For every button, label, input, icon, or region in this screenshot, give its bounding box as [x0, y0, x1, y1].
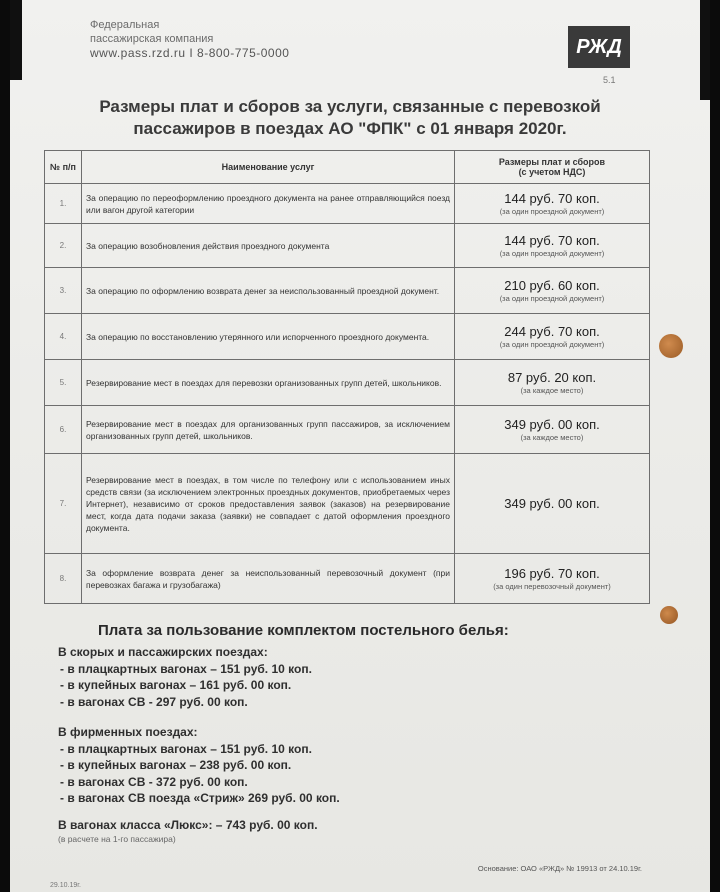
service-description: За операцию возобновления действия проездного документа	[82, 224, 455, 268]
price-amount: 144 руб. 70 коп.	[504, 191, 600, 206]
linen-price-line: - в купейных вагонах – 238 руб. 00 коп.	[60, 758, 292, 772]
row-number: 2.	[45, 224, 82, 268]
price-header-line1: Размеры плат и сборов	[498, 157, 606, 167]
linen-price-line: - в плацкартных вагонах – 151 руб. 10 коп.	[60, 661, 312, 676]
price-amount: 144 руб. 70 коп.	[504, 233, 600, 248]
price-cell	[455, 360, 650, 406]
table-row	[45, 554, 650, 604]
linen-group-heading: В скорых и пассажирских поездах:	[58, 645, 268, 659]
website-phone: www.pass.rzd.ru I 8-800-775-0000	[90, 46, 290, 60]
table-header-row	[45, 151, 650, 184]
price-cell	[455, 224, 650, 268]
fees-table	[44, 150, 650, 604]
service-description: Резервирование мест в поездах для организованных групп пассажиров, за исключением организованных групп детей, школьников.	[82, 406, 455, 454]
page-number: 5.1	[603, 75, 616, 85]
price-amount: 349 руб. 00 коп.	[504, 496, 600, 511]
company-header	[90, 18, 289, 60]
price-header-line2: (с учетом НДС)	[518, 167, 586, 177]
price-cell	[455, 268, 650, 314]
table-row	[45, 268, 650, 314]
pushpin-hole	[659, 334, 683, 358]
price-note: (за один проездной документ)	[499, 249, 605, 258]
linen-price-line: - в плацкартных вагонах – 151 руб. 10 коп.	[60, 741, 312, 756]
company-name-line1: Федеральная	[90, 19, 160, 31]
price-cell	[455, 184, 650, 224]
row-number: 3.	[45, 268, 82, 314]
table-row	[45, 314, 650, 360]
price-note: (за один проездной документ)	[499, 207, 605, 216]
column-header-price	[455, 151, 650, 184]
row-number: 8.	[45, 554, 82, 604]
price-note: (за каждое место)	[520, 386, 584, 395]
service-description: За операцию по восстановлению утерянного или испорченного проездного документа.	[82, 314, 455, 360]
column-header-num: № п/п	[45, 151, 82, 184]
table-row	[45, 184, 650, 224]
row-number: 1.	[45, 184, 82, 224]
photo-edge-right	[700, 0, 710, 100]
service-description: Резервирование мест в поездах для перевозки организованных групп детей, школьников.	[82, 360, 455, 406]
price-amount: 244 руб. 70 коп.	[504, 324, 600, 339]
linen-section-title: Плата за пользование комплектом постельного белья:	[98, 622, 509, 639]
linen-lux-note: (в расчете на 1-го пассажира)	[58, 834, 176, 844]
column-header-service: Наименование услуг	[82, 151, 455, 184]
table-row	[45, 360, 650, 406]
price-note: (за каждое место)	[520, 433, 584, 442]
company-name-line2: пассажирская компания	[90, 33, 214, 45]
document-page	[10, 0, 710, 892]
price-cell	[455, 554, 650, 604]
price-amount: 87 руб. 20 коп.	[507, 370, 597, 385]
linen-lux-line: В вагонах класса «Люкс»: – 743 руб. 00 коп.	[58, 817, 318, 832]
service-description: За операцию по оформлению возврата денег за неиспользованный проездной документ.	[82, 268, 455, 314]
basis-note: Основание: ОАО «РЖД» № 19913 от 24.10.19г.	[477, 864, 642, 873]
row-number: 5.	[45, 360, 82, 406]
footer-date: 29.10.19г.	[50, 882, 81, 889]
price-cell	[455, 454, 650, 554]
price-amount: 196 руб. 70 коп.	[504, 566, 600, 581]
row-number: 7.	[45, 454, 82, 554]
row-number: 6.	[45, 406, 82, 454]
price-amount: 349 руб. 00 коп.	[504, 417, 600, 432]
linen-price-line: - в купейных вагонах – 161 руб. 00 коп.	[60, 678, 292, 692]
price-note: (за один проездной документ)	[499, 340, 605, 349]
rzd-logo: РЖД	[568, 26, 630, 68]
service-description: Резервирование мест в поездах, в том числе по телефону или с использованием иных средств связи (за исключением электронных проездных документов, приобретаемых через Интернет), независимо от сроков предоставления заявок (заказов) на резервирование мест, когда дата подачи заказа (заявки) не совпадает с датой оформления проездного документа.	[82, 454, 455, 554]
table-row	[45, 406, 650, 454]
linen-price-line: - в вагонах СВ - 372 руб. 00 коп.	[60, 774, 248, 789]
linen-price-line: - в вагонах СВ поезда «Стриж» 269 руб. 00 коп.	[60, 791, 340, 805]
page-title	[70, 96, 630, 140]
price-cell	[455, 314, 650, 360]
table-row	[45, 454, 650, 554]
price-amount: 210 руб. 60 коп.	[504, 278, 600, 293]
linen-price-line: - в вагонах СВ - 297 руб. 00 коп.	[60, 694, 248, 709]
price-note: (за один перевозочный документ)	[493, 582, 611, 591]
pushpin-hole	[660, 606, 678, 624]
service-description: За оформление возврата денег за неиспользованный перевозочный документ (при перевозках багажа и грузобагажа)	[82, 554, 455, 604]
service-description: За операцию по переоформлению проездного документа на ранее отправляющийся поезд или вагон другой категории	[82, 184, 455, 224]
price-note: (за один проездной документ)	[499, 294, 605, 303]
linen-group-heading: В фирменных поездах:	[58, 725, 198, 739]
photo-edge-left	[10, 0, 22, 80]
row-number: 4.	[45, 314, 82, 360]
table-row	[45, 224, 650, 268]
title-line2: пассажиров в поездах АО "ФПК" с 01 января 2020г.	[133, 119, 567, 138]
title-line1: Размеры плат и сборов за услуги, связанные с перевозкой	[99, 97, 601, 116]
price-cell	[455, 406, 650, 454]
linen-prices	[58, 644, 340, 845]
